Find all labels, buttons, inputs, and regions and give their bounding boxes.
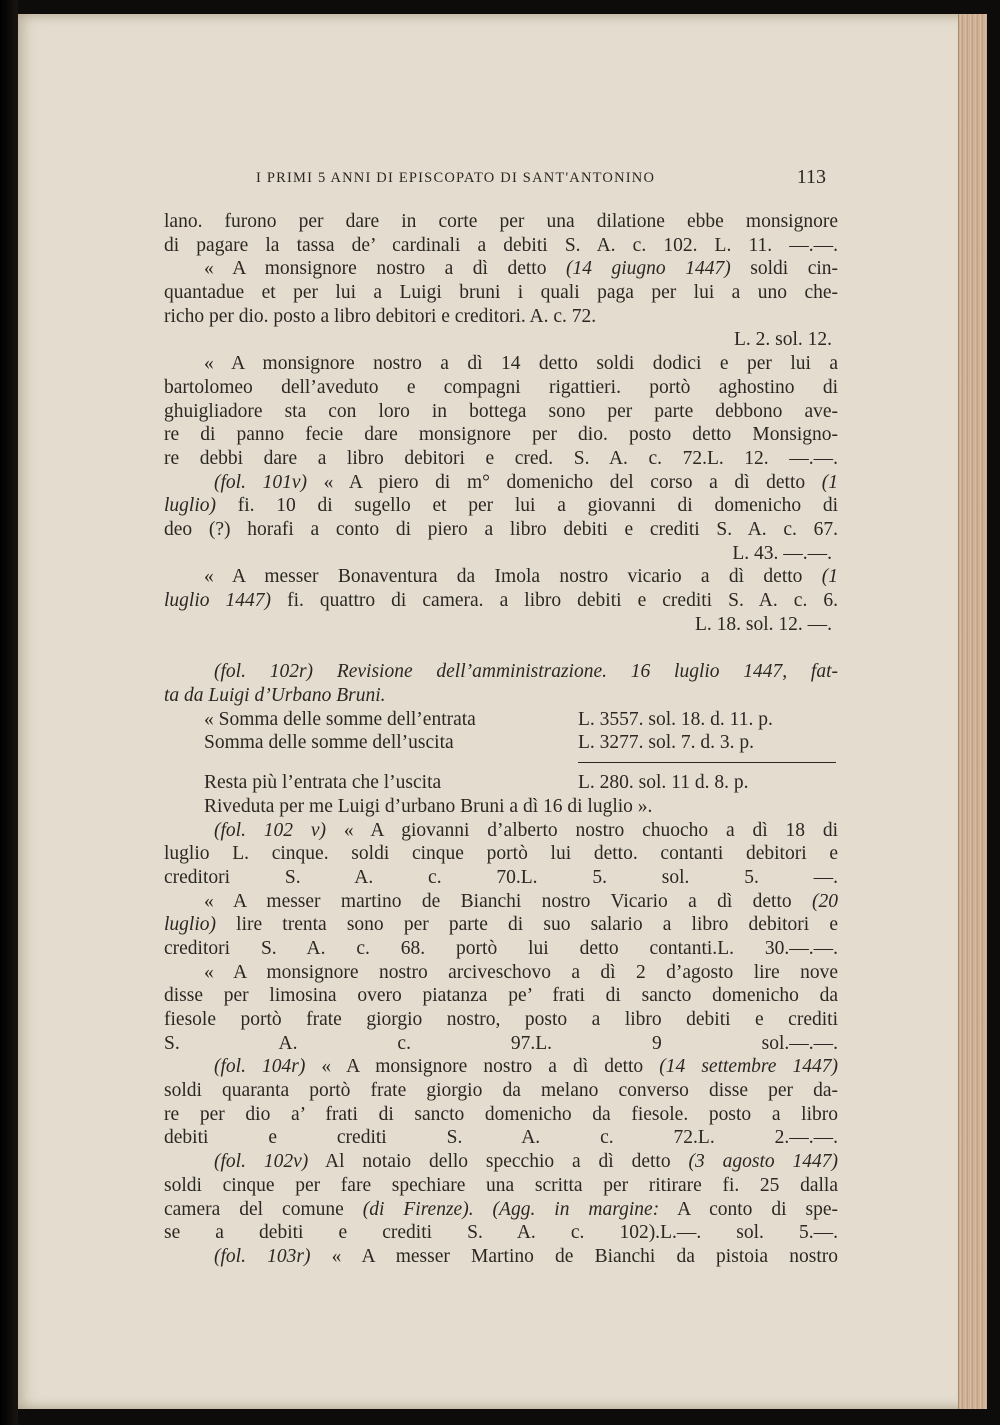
text-line: soldi quaranta portò frate giorgio da melano converso disse per da- — [164, 1080, 838, 1102]
text-span: « A piero di m° domenicho del corso a dì detto — [306, 471, 822, 493]
text-span: lire trenta sono per parte di suo salario a libro debitori e — [216, 914, 838, 936]
sum-rule — [578, 762, 836, 763]
ledger-label: Somma delle somme dell’uscita — [204, 732, 454, 754]
text-span: camera del comune — [164, 1198, 363, 1220]
page-number: 113 — [796, 166, 826, 188]
text-line: re di panno fecie dare monsignore per dio. posto detto Monsigno- — [164, 424, 838, 446]
amount-line: L. 43. —.—. — [732, 542, 832, 564]
text-span: A conto di spe- — [659, 1198, 838, 1220]
date-span: luglio) — [164, 914, 216, 936]
sum-rule-row — [164, 755, 838, 771]
text-line: deo (?) horafi a conto di piero a libro debiti e crediti S. A. c. 67. — [164, 518, 838, 540]
folio-ref: (fol. 103r) — [214, 1245, 311, 1267]
text-span: se a debiti e crediti S. A. c. 102). — [164, 1222, 661, 1244]
folio-ref: (fol. 102v) — [214, 1151, 309, 1173]
text-span: fi. quattro di camera. a libro debiti e crediti S. A. c. 6. — [271, 590, 838, 611]
text-line — [164, 471, 838, 495]
date-span: (14 giugno 1447) — [566, 258, 731, 280]
text-line — [164, 494, 838, 518]
amount-span: L. 9 sol.—.—. — [535, 1032, 838, 1054]
text-line — [164, 1126, 838, 1150]
text-line: re per dio a’ frati di sancto domenicho da fiesole. posto a libro — [164, 1103, 838, 1125]
date-span: luglio 1447) — [164, 590, 272, 611]
date-span: luglio) — [164, 495, 216, 517]
text-span: soldi cin- — [730, 258, 838, 280]
amount-span: L.—. sol. 5.—. — [660, 1222, 838, 1244]
section-heading: ta da Luigi d’Urbano Bruni. — [164, 685, 386, 707]
section-heading: Revisione dell’amministrazione. 16 luglio 1447, fat- — [313, 661, 838, 683]
text-span: « A monsignore nostro a dì detto — [204, 258, 566, 280]
text-line: di pagare la tassa de’ cardinali a debiti S. A. c. 102. L. 11. —.—. — [164, 234, 838, 256]
text-line: ghuigliadore sta con loro in bottega sono per parte debbono ave- — [164, 400, 838, 422]
text-line: bartolomeo dell’aveduto e compagni rigattieri. portò aghostino di — [164, 376, 838, 398]
text-line: soldi cinque per fare spechiare una scritta per ritirare fi. 25 dalla — [164, 1174, 838, 1196]
text-line — [164, 257, 838, 281]
page-header — [164, 168, 838, 192]
body-text — [164, 210, 838, 1269]
folio-ref: (fol. 104r) — [214, 1056, 306, 1078]
ledger-amount: L. 280. sol. 11 d. 8. p. — [578, 772, 749, 794]
paragraph-gap — [164, 636, 838, 660]
text-line — [164, 937, 838, 961]
amount-span: L. 12. —.—. — [706, 447, 838, 469]
date-span: (3 agosto 1447) — [688, 1151, 838, 1173]
text-span: Al notaio dello specchio a dì detto — [308, 1151, 689, 1173]
running-title: I PRIMI 5 ANNI DI EPISCOPATO DI SANT'ANTONINO — [256, 170, 656, 186]
date-span: (20 — [812, 890, 838, 912]
text-span: fi. 10 di sugello et per lui a giovanni di domenicho di — [216, 495, 838, 517]
text-line — [164, 866, 838, 890]
ledger-row — [164, 708, 838, 732]
text-span: creditori S. A. c. 68. portò lui detto contanti. — [164, 937, 718, 959]
text-line: disse per limosina overo piatanza pe’ frati di sancto domenicho da — [164, 985, 838, 1007]
text-line — [164, 1245, 838, 1269]
text-line — [164, 1221, 838, 1245]
text-line — [164, 819, 838, 843]
text-span: S. A. c. 97. — [164, 1032, 536, 1054]
date-span: (14 settembre 1447) — [659, 1056, 838, 1078]
amount-span: L. 2.—.—. — [697, 1127, 838, 1149]
text-line: richo per dio. posto a libro debitori e creditori. A. c. 72. — [164, 305, 597, 327]
text-line — [164, 1150, 838, 1174]
text-line — [164, 1032, 838, 1056]
text-line — [164, 565, 838, 589]
date-span: (1 — [821, 471, 838, 493]
ledger-label: Resta più l’entrata che l’uscita — [204, 772, 442, 794]
text-line — [164, 1055, 838, 1079]
text-line: lano. furono per dare in corte per una dilatione ebbe monsignore — [164, 211, 838, 232]
text-line — [164, 589, 838, 613]
amount-line: L. 2. sol. 12. — [733, 329, 832, 351]
ledger-amount: L. 3277. sol. 7. d. 3. p. — [578, 732, 755, 754]
text-span: re debbi dare a libro debitori e cred. S. A. c. 72. — [164, 447, 707, 469]
text-line — [164, 913, 838, 937]
text-span: « A messer martino de Bianchi nostro Vicario a dì detto — [204, 890, 812, 912]
ledger-row — [164, 771, 838, 795]
ledger-row — [164, 731, 838, 755]
date-span: (1 — [821, 566, 838, 588]
ledger-amount: L. 3557. sol. 18. d. 11. p. — [578, 708, 773, 730]
book-gutter-shadow — [0, 0, 18, 1425]
text-span: « A messer Bonaventura da Imola nostro vicario a dì detto — [204, 566, 822, 588]
folio-ref: (fol. 102 v) — [214, 819, 327, 841]
amount-line: L. 18. sol. 12. —. — [694, 613, 832, 635]
amount-span: L. 5. sol. 5. —. — [520, 866, 838, 888]
text-span: creditori S. A. c. 70. — [164, 866, 521, 888]
text-span: « A monsignore nostro a dì detto — [305, 1056, 660, 1078]
text-line: fiesole portò frate giorgio nostro, posto a libro debiti e crediti — [164, 1009, 838, 1030]
folio-ref: (fol. 101v) — [214, 471, 307, 493]
text-line — [164, 684, 838, 708]
text-line: quantadue et per lui a Luigi bruni i quali paga per lui a uno che- — [164, 282, 838, 304]
text-span: « A messer Martino de Bianchi da pistoia nostro — [310, 1245, 838, 1267]
text-line: « A monsignore nostro a dì 14 detto soldi dodici e per lui a — [204, 353, 838, 375]
editorial-note: (di Firenze). (Agg. in margine: — [362, 1198, 660, 1220]
text-line — [164, 1198, 838, 1222]
folio-ref: (fol. 102r) — [214, 661, 314, 683]
text-line: luglio L. cinque. soldi cinque portò lui detto. contanti debitori e — [164, 843, 838, 865]
ledger-label: « Somma delle somme dell’entrata — [204, 708, 476, 730]
text-line — [164, 890, 838, 914]
text-span: debiti e crediti S. A. c. 72. — [164, 1127, 698, 1149]
amount-span: L. 30.—.—. — [717, 937, 838, 959]
text-line: « A monsignore nostro arciveschovo a dì 2 d’agosto lire nove — [204, 961, 838, 983]
page-edges — [958, 14, 987, 1409]
text-line: Riveduta per me Luigi d’urbano Bruni a dì 16 di luglio ». — [204, 795, 653, 817]
text-line — [164, 660, 838, 684]
text-span: « A giovanni d’alberto nostro chuocho a dì 18 di — [326, 819, 838, 841]
text-line — [164, 447, 838, 471]
